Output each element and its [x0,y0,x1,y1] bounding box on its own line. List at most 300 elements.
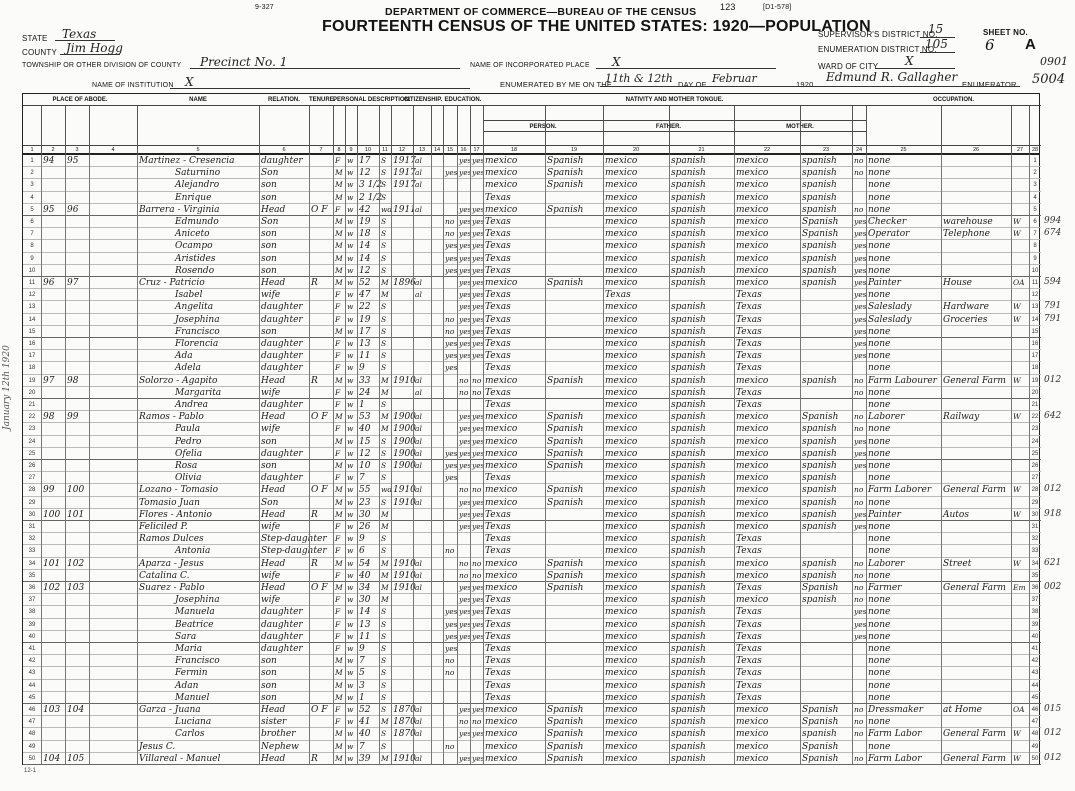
cell-yr: 1917 [393,180,416,191]
cell-fam [65,606,89,618]
line-number: 18 [28,365,36,372]
cell-dw [41,265,65,277]
cell-sex: F [335,339,341,348]
cell-rel: Head [261,204,286,215]
page-stamp: 123 [720,2,736,12]
cell-race: w [347,436,354,446]
cell-ten [309,423,333,435]
cell-dw [41,362,65,374]
cell-fpob: mexico [605,156,638,166]
column-rule [65,155,66,764]
cell-eng [852,667,866,679]
cell-fpob: mexico [605,595,638,606]
cell-mtong: spanish [802,168,837,179]
cell-sex: F [335,424,341,434]
cell-wr: yes [472,253,485,263]
cell-rd: yes [459,607,472,617]
sheet-letter: A [1025,36,1036,53]
cell-name: Francisco [175,656,220,667]
cell-ms: S [381,326,387,336]
cell-nat: al [415,412,422,422]
cell-occ: none [868,473,891,484]
cell-ten: R [311,753,318,764]
table-row [23,411,1041,423]
cell-ten [309,448,333,460]
cell-mtong [800,289,852,301]
cell-wr [470,692,483,704]
cell-occ: none [868,168,891,179]
line-number-right: 19 [1031,377,1039,384]
header-rule [443,106,444,156]
cell-ms: S [381,168,387,178]
line-number: 27 [28,475,36,482]
cell-nat [413,594,431,606]
cell-age: 3 1/2 [359,180,383,191]
line-number: 24 [28,438,36,445]
cell-ftong: spanish [671,680,706,691]
cell-dw [41,423,65,435]
cell-wr [470,643,483,655]
cell-cls [1011,472,1029,484]
header-rule [431,106,432,156]
cell-sex: M [335,265,343,275]
cell-wr: yes [472,204,485,214]
cell-sch: yes [445,448,458,458]
cell-fam: 96 [67,204,79,215]
column-rule [379,155,380,764]
cell-nat [413,253,431,265]
top-right-code-2: 5004 [1032,72,1066,87]
header-rule [391,106,392,156]
cell-sex: M [335,668,343,678]
cell-ten [309,521,333,533]
cell-sch: yes [445,168,458,178]
cell-fpob: mexico [605,375,638,386]
column-number: 13 [413,145,431,153]
cell-wr [470,545,483,557]
incorporated-place-value: X [612,55,621,69]
cell-wr [470,680,483,692]
cell-tongue [545,692,603,704]
table-row [23,631,1041,643]
column-rule [603,155,604,764]
cell-rd: yes [459,265,472,275]
cell-ind [941,570,1011,582]
cell-sch: no [445,217,455,226]
table-row [23,533,1041,545]
cell-dw [41,326,65,338]
cell-mtong: Spanish [802,705,839,715]
cell-wr [470,741,483,753]
cell-fpob: mexico [605,705,638,715]
cell-ten [309,301,333,313]
cell-race: w [347,363,354,373]
cell-dw [41,655,65,667]
cell-ind [941,253,1011,265]
cell-sex: F [335,595,341,605]
cell-ind [941,716,1011,728]
cell-occ: Saleslady [868,314,912,325]
cell-fam [65,265,89,277]
cell-dw [41,667,65,679]
cell-pob: Texas [485,595,511,606]
column-number: 11 [379,145,391,153]
cell-occ: Operator [868,229,910,240]
cell-dw: 100 [43,509,61,520]
table-row [23,594,1041,606]
table-row [23,375,1041,387]
cell-ten [309,350,333,362]
cell-fam: 97 [67,278,79,288]
cell-mpob: mexico [736,204,769,215]
cell-eng [852,545,866,557]
cell-rel: Son [261,217,279,227]
line-number-right: 16 [1031,341,1039,347]
cell-occ: none [868,522,891,532]
cell-eng: yes [854,607,867,617]
cell-pob: Texas [485,265,511,276]
cell-name: Edmundo [175,217,219,227]
cell-mpob: mexico [736,180,769,191]
cell-mpob: mexico [736,741,769,752]
cell-age: 5 [359,668,365,679]
cell-ms: S [381,729,387,739]
cell-wr [470,179,483,191]
cell-sex: F [335,204,341,214]
cell-ms: M [381,375,389,385]
cell-rel: Head [261,558,286,569]
cell-ten [309,655,333,667]
cell-fam [65,533,89,545]
cell-fam: 104 [67,705,85,715]
cell-mpob: mexico [736,241,769,252]
cell-mpob: mexico [736,448,769,459]
cell-yr [391,326,413,338]
cell-ftong: spanish [671,485,706,496]
cell-mtong: Spanish [802,741,839,752]
cell-name: Rosendo [175,265,215,276]
cell-cls: W [1013,229,1021,239]
cell-fpob: mexico [605,314,638,325]
cell-sex: F [335,302,341,312]
cell-fpob: mexico [605,534,638,545]
cell-ms: S [381,497,387,507]
cell-ms: S [381,180,387,190]
cell-nat: al [415,424,422,434]
cell-ftong: spanish [671,473,706,484]
cell-mpob: Texas [736,314,762,325]
cell-rel: daughter [261,302,303,313]
cell-rel: daughter [261,473,303,484]
cell-rd [457,179,470,191]
cell-ms: S [381,668,387,678]
cell-mpob: Texas [736,607,762,618]
cell-rd [457,399,470,411]
top-right-code-1: 0901 [1040,55,1068,68]
cell-fam: 95 [67,156,79,166]
cell-rel: Head [261,485,286,496]
cell-ten [309,179,333,191]
cell-tongue: Spanish [547,204,584,215]
cell-race: w [347,619,354,629]
table-row [23,350,1041,362]
cell-wr: yes [472,497,485,507]
cell-name: Villareal - Manuel [139,753,221,764]
cell-name: Andrea [175,400,209,410]
line-number: 28 [28,487,36,494]
cell-pob: Texas [485,339,511,349]
cell-tongue: Spanish [547,485,584,496]
cell-ten [309,155,333,167]
enumerated-label: ENUMERATED BY ME ON THE [500,80,613,89]
cell-fpob: mexico [605,644,638,654]
line-number: 21 [28,402,36,408]
cell-sex: M [335,326,343,336]
line-number: 8 [30,243,34,250]
cell-fpob: mexico [605,424,638,435]
cell-age: 13 [359,339,371,349]
cell-rel: son [261,436,277,447]
cell-occ: none [868,534,891,545]
cell-nat [413,533,431,545]
cell-name: Ocampo [175,241,213,252]
cell-cls [1011,350,1029,362]
cell-pob: mexico [485,583,518,593]
cell-fpob: mexico [605,387,638,398]
cell-rd [457,362,470,374]
group-tenure: TENURE. [309,94,333,106]
cell-tongue [545,192,603,204]
cell-fpob: mexico [605,461,638,471]
cell-age: 7 [359,741,365,752]
cell-ms: S [381,302,387,312]
table-row [23,240,1041,252]
cell-ftong: spanish [671,583,706,593]
cell-ms: S [381,436,387,446]
cell-age: 33 [359,375,371,386]
cell-ftong: spanish [671,192,706,203]
cell-sch [443,753,457,765]
cell-sch [443,155,457,167]
cell-yr [391,655,413,667]
line-number-right: 10 [1031,267,1039,274]
footer-code: 12-1 [24,768,37,774]
cell-fam: 102 [67,558,85,569]
cell-occ: none [868,631,891,642]
cell-tongue [545,521,603,533]
cell-name: Isabel [175,290,203,301]
cell-age: 47 [359,290,371,301]
cell-ind [941,667,1011,679]
cell-mpob: mexico [736,412,769,423]
cell-sch: no [445,326,455,336]
cell-rd: yes [459,497,472,507]
day-of-label: DAY OF [678,80,707,89]
cell-mtong [800,631,852,643]
cell-name: Feliciled P. [139,522,188,532]
cell-dw [41,448,65,460]
cell-sex: F [335,314,341,324]
cell-dw: 97 [43,375,55,386]
cell-nat: al [415,180,422,190]
header-rule [669,106,670,156]
table-row [23,570,1041,582]
cell-cls: W [1013,729,1021,739]
cell-nat [413,265,431,277]
cell-tongue [545,509,603,521]
cell-rel: Head [261,583,286,593]
cell-fpob: mexico [605,278,638,288]
column-rule [333,155,334,764]
line-number: 35 [28,572,36,579]
cell-rel: Head [261,753,286,764]
cell-age: 23 [359,497,371,508]
cell-tongue [545,338,603,350]
cell-fpob: mexico [605,412,638,423]
cell-ftong: spanish [671,595,706,606]
cell-sex: F [335,290,341,300]
cell-ftong: spanish [671,339,706,349]
cell-ten [309,472,333,484]
cell-fpob: mexico [605,351,638,362]
cell-fam [65,619,89,631]
cell-eng: yes [854,509,867,519]
cell-yr: 1910 [393,583,416,593]
enumeration-month: Februar [712,72,757,85]
cell-race: w [347,595,354,605]
cell-occ: none [868,204,891,215]
cell-occ: none [868,680,891,691]
cell-tongue [545,643,603,655]
cell-occ: none [868,448,891,459]
header-rule [413,106,414,156]
table-row [23,423,1041,435]
column-number: 21 [669,145,734,153]
cell-yr: 1910 [393,485,416,496]
cell-occ: none [868,339,891,349]
cell-wr: yes [472,314,485,324]
cell-fam [65,643,89,655]
cell-ind [941,399,1011,411]
cell-rd: yes [459,326,472,336]
cell-mpob: mexico [736,473,769,484]
cell-mpob: mexico [736,461,769,471]
subgroup-mother: MOTHER. [734,120,866,132]
cell-dw [41,728,65,740]
cell-rd: yes [459,217,472,226]
cell-mtong: spanish [802,485,837,496]
cell-name: Margarita [175,387,222,398]
column-number: 19 [545,145,603,153]
cell-ftong: spanish [671,461,706,471]
cell-occ: Dressmaker [868,705,924,715]
cell-rd: yes [459,705,472,714]
cell-age: 52 [359,705,371,715]
cell-mpob: Texas [736,668,762,679]
cell-pob: Texas [485,509,511,520]
cell-mpob: mexico [736,192,769,203]
cell-fam [65,741,89,753]
cell-occ: none [868,461,891,471]
cell-name: Angelita [175,302,214,313]
cell-rd [457,472,470,484]
cell-fam [65,521,89,533]
cell-mpob: mexico [736,229,769,240]
cell-occ: none [868,351,891,362]
cell-mtong: spanish [802,204,837,215]
cell-cls [1011,460,1029,472]
table-row [23,155,1041,167]
line-number: 6 [30,219,34,225]
cell-pob: mexico [485,729,518,740]
line-number: 1 [30,158,34,164]
cell-ms: M [381,717,389,727]
sheet-number: 6 [985,36,995,54]
column-number: 15 [443,145,457,153]
cell-pob: mexico [485,180,518,191]
table-row [23,277,1041,289]
cell-pob: mexico [485,436,518,447]
cell-sex: M [335,509,343,519]
cell-cls [1011,680,1029,692]
cell-eng [852,741,866,753]
cell-ms: M [381,278,389,287]
cell-fpob: mexico [605,607,638,618]
cell-ftong: spanish [671,351,706,362]
cell-age: 12 [359,168,371,179]
cell-race: w [347,753,354,763]
cell-cls [1011,436,1029,448]
cell-dw [41,179,65,191]
cell-yr [391,192,413,204]
cell-eng [852,362,866,374]
cell-fpob: mexico [605,192,638,203]
table-row [23,728,1041,740]
table-row [23,362,1041,374]
column-header [22,93,1040,155]
cell-rd: yes [459,204,472,214]
cell-dw: 101 [43,558,61,569]
line-number: 26 [28,463,36,469]
county-value: Jim Hogg [66,41,123,55]
line-number-right: 1 [1033,158,1037,164]
column-number: 24 [852,145,866,153]
cell-nat [413,741,431,753]
cell-sch: no [445,546,455,556]
cell-name: Adan [175,680,199,691]
supervisor-district-label: SUPERVISOR'S DISTRICT NO. [818,30,938,39]
cell-ms: S [381,217,387,226]
cell-pob: Texas [485,326,511,337]
cell-rel: son [261,253,277,264]
header-rule [345,106,346,156]
cell-cls [1011,155,1029,167]
cell-ms: S [381,741,387,751]
line-number: 47 [28,719,36,726]
cell-cls: OA [1013,278,1025,287]
cell-age: 14 [359,241,371,252]
cell-mtong: Spanish [802,217,839,227]
cell-nat [413,619,431,631]
cell-age: 42 [359,204,371,215]
cell-tongue [545,228,603,240]
cell-ten [309,594,333,606]
cell-yr [391,619,413,631]
cell-wr: yes [472,705,485,714]
cell-rel: wife [261,387,281,398]
cell-sex: F [335,351,341,361]
cell-ind: Telephone [943,229,990,240]
